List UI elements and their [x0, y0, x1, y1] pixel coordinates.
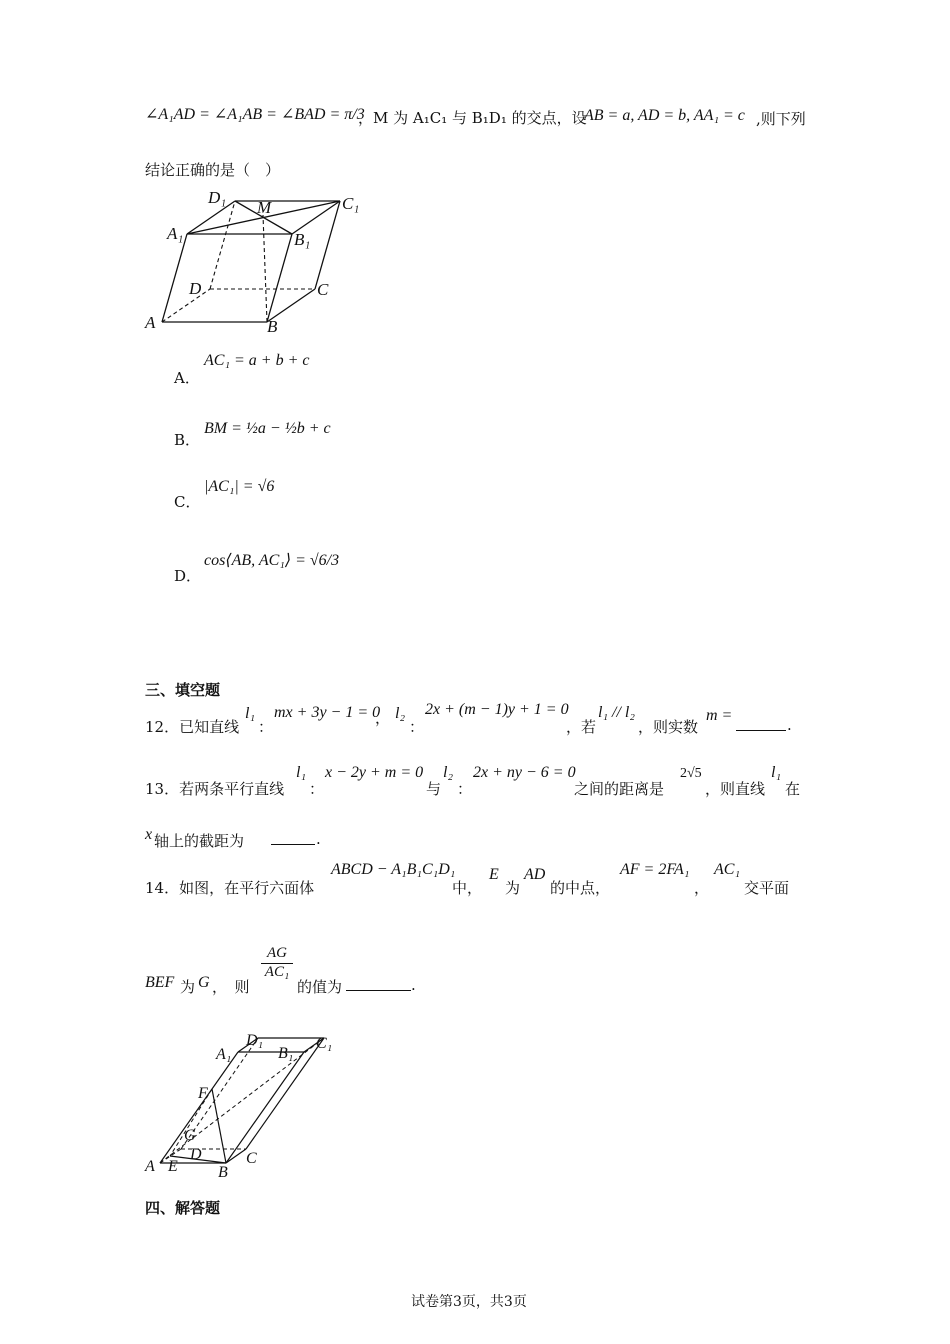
q12-end: .: [787, 716, 792, 734]
label-B1: B₁: [278, 1045, 294, 1062]
q13-end: .: [316, 830, 321, 848]
page-footer: 试卷第3页，共3页: [411, 1294, 527, 1310]
q14-fraction-denominator: AC₁: [264, 964, 290, 980]
q13-number: 13．若两条平行直线: [145, 780, 285, 798]
label-B1: B₁: [294, 230, 311, 249]
q14-number: 14．如图，在平行六面体: [145, 879, 315, 897]
q14-G: G: [198, 974, 210, 991]
label-A1: A₁: [216, 1046, 232, 1063]
q14-AD: AD: [524, 866, 546, 883]
q13-intercept-text: 轴上的截距为: [154, 832, 245, 850]
label-A: A: [145, 313, 156, 332]
q11-vector-definitions: AB = a, AD = b, AA₁ = c: [584, 107, 745, 124]
q12-eq2: 2x + (m − 1)y + 1 = 0: [425, 701, 569, 718]
label-G: G: [184, 1127, 196, 1144]
q13-l1: l₁: [296, 764, 307, 781]
q13-answer-blank[interactable]: [271, 830, 315, 849]
option-d-expr: cos⟨AB, AC₁⟩ = √6/3: [204, 552, 340, 569]
q12-l1: l₁: [245, 705, 256, 722]
edge-BB1: [267, 234, 292, 322]
q14-comma: ，: [694, 879, 710, 897]
label-D1: D₁: [208, 188, 227, 207]
section-4-heading: 四、解答题: [145, 1199, 221, 1217]
q12-colon2: ：: [409, 718, 425, 736]
diag-AC1-hidden: [160, 1038, 324, 1163]
q14-solid: ABCD − A₁B₁C₁D₁: [331, 861, 456, 878]
q13-distance-text: 之间的距离是: [574, 780, 665, 798]
label-B: B: [218, 1164, 228, 1181]
q13-colon1: ：: [309, 780, 325, 798]
segment-FB: [212, 1089, 226, 1163]
option-c-letter[interactable]: C．: [174, 493, 201, 511]
option-a-expr: AC₁ = a + b + c: [204, 352, 310, 369]
q14-end: .: [411, 976, 416, 994]
q14-value-text: 的值为: [297, 978, 343, 996]
q14-answer-blank[interactable]: [346, 976, 411, 995]
label-F: F: [198, 1085, 208, 1102]
q11-angle-condition: ∠A₁AD = ∠A₁AB = ∠BAD = π/3: [145, 106, 365, 123]
label-C: C: [246, 1150, 257, 1167]
q12-eq1: mx + 3y − 1 = 0: [274, 704, 381, 721]
edge-BC: [226, 1149, 246, 1163]
q14-as: 为: [180, 978, 196, 996]
q13-eq1: x − 2y + m = 0: [325, 764, 424, 781]
q12-comma1: ，: [375, 709, 391, 727]
q12-number: 12．已知直线: [145, 718, 240, 736]
q13-l2: l₂: [443, 764, 454, 781]
option-a-letter[interactable]: A．: [174, 369, 200, 387]
q12-var: m =: [706, 707, 733, 724]
q14-is: 为: [505, 879, 521, 897]
q14-fraction: [261, 945, 293, 981]
q13-with: 与: [426, 780, 442, 798]
label-C: C: [317, 280, 329, 299]
label-M: M: [257, 198, 272, 217]
q12-colon1: ：: [258, 718, 274, 736]
label-C1: C₁: [342, 194, 360, 213]
label-E: E: [168, 1158, 178, 1175]
label-C1: C₁: [316, 1035, 333, 1052]
q14-intersect: 交平面: [744, 879, 790, 897]
q12-answer-blank[interactable]: [736, 716, 786, 735]
q13-colon2: ：: [457, 780, 473, 798]
q14-parallelepiped-figure: [140, 1028, 350, 1183]
q12-ask: ，则实数: [638, 718, 699, 736]
edge-DD1-hidden: [210, 201, 235, 289]
q13-x-var: x: [145, 826, 153, 843]
q12-cond-pre: ，若: [566, 718, 597, 736]
q14-E: E: [489, 866, 499, 883]
q13-eq2: 2x + ny − 6 = 0: [473, 764, 576, 781]
q14-then: ， 则: [212, 978, 250, 996]
segment-BM-hidden: [263, 215, 267, 322]
q11-intersection-text: ，M 为 A₁C₁ 与 B₁D₁ 的交点，设: [358, 109, 587, 127]
q12-parallel-cond: l₁ // l₂: [598, 704, 635, 721]
q13-then: ，则直线: [705, 780, 766, 798]
q13-distance: 2√5: [680, 766, 702, 781]
option-b-expr: BM = ½a − ½b + c: [204, 420, 331, 437]
q14-AC1: AC₁: [714, 861, 741, 878]
label-D1: D₁: [246, 1032, 264, 1049]
option-b-letter[interactable]: B．: [174, 431, 201, 449]
q14-mid: 中，: [452, 879, 483, 897]
label-D: D: [189, 279, 202, 298]
label-A: A: [145, 1158, 155, 1175]
q11-line1-end: ,则下列: [756, 110, 806, 128]
label-D: D: [190, 1146, 202, 1163]
edge-BB1: [226, 1052, 304, 1163]
q14-midpoint: 的中点，: [550, 879, 611, 897]
edge-AA1: [162, 234, 187, 322]
q12-l2: l₂: [395, 705, 406, 722]
q14-fraction-numerator: AG: [261, 945, 293, 964]
q14-AF-relation: AF = 2FA₁: [620, 861, 690, 878]
edge-CC1: [315, 201, 340, 289]
q13-l1-b: l₁: [771, 764, 782, 781]
q11-parallelepiped-figure: [140, 182, 370, 337]
option-c-expr: |AC₁| = √6: [204, 478, 275, 495]
section-3-heading: 三、填空题: [145, 681, 221, 699]
q14-BEF: BEF: [145, 974, 175, 991]
q11-prompt: 结论正确的是（ ）: [145, 161, 281, 179]
option-d-letter[interactable]: D．: [174, 567, 202, 585]
q13-in: 在: [785, 780, 801, 798]
edge-AD-hidden: [162, 289, 210, 322]
label-B: B: [267, 317, 278, 336]
label-A1: A₁: [167, 224, 184, 243]
